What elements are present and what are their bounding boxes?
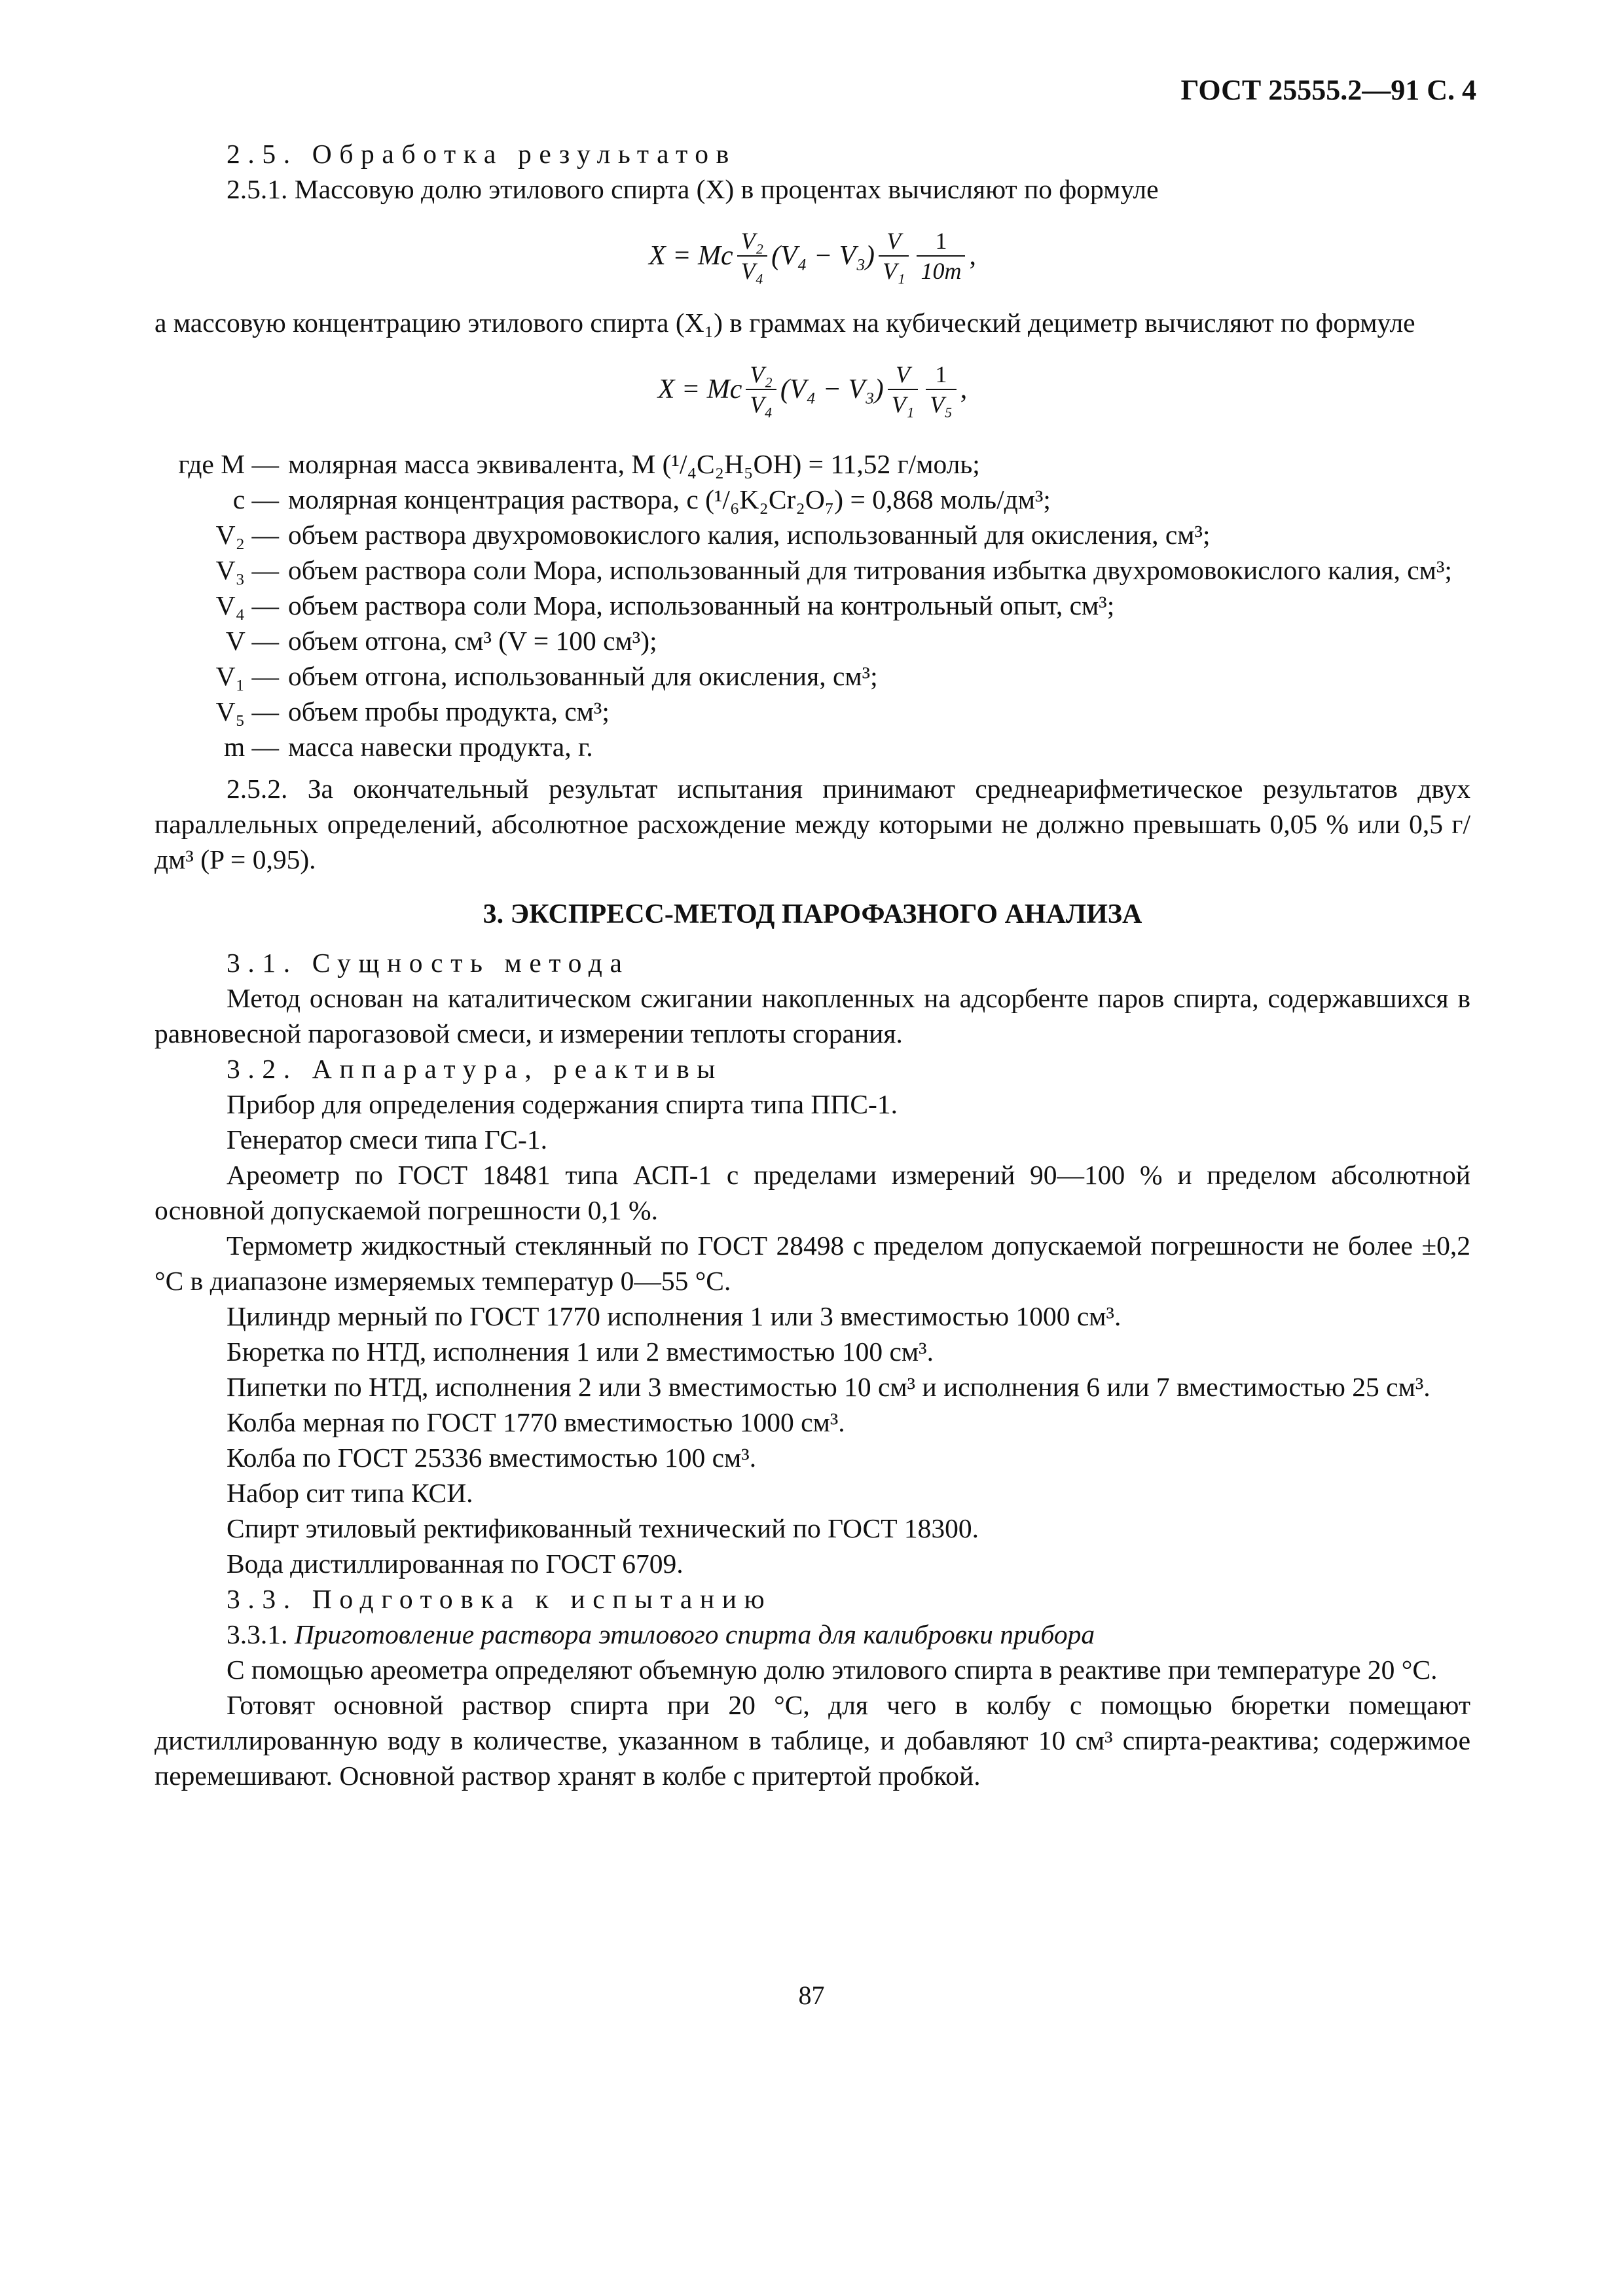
equipment-item: Прибор для определения содержания спирта типа ППС-1. <box>227 1089 898 1119</box>
variable-symbol: c — <box>232 484 279 514</box>
equipment-item: Бюретка по НТД, исполнения 1 или 2 вместимостью 100 см³. <box>227 1336 934 1367</box>
fraction <box>746 360 776 419</box>
variable-description: объем раствора соли Мора, использованный на контрольный опыт, см³; <box>288 590 1115 620</box>
denominator: V₄ <box>737 255 768 285</box>
page-header: ГОСТ 25555.2—91 С. 4 <box>1180 74 1476 106</box>
page-number: 87 <box>798 1981 825 2010</box>
fraction <box>879 226 909 285</box>
variable-description: объем отгона, см³ (V = 100 см³); <box>288 626 657 656</box>
formula-lhs: X = Mc <box>657 374 742 404</box>
numerator: 1 <box>935 361 947 387</box>
section-heading-3-3 <box>155 1581 1470 1617</box>
formula-mass-fraction <box>155 207 1470 305</box>
equipment-item: Вода дистиллированная по ГОСТ 6709. <box>227 1549 684 1579</box>
equipment-item: Цилиндр мерный по ГОСТ 1770 исполнения 1 или 3 вместимостью 1000 см³. <box>227 1301 1122 1331</box>
equipment-item: Пипетки по НТД, исполнения 2 или 3 вместимостью 10 см³ и исполнения 6 или 7 вместимостью 25 см³. <box>227 1372 1431 1402</box>
heading-text: 2.5. Обработка результатов <box>227 139 737 169</box>
paragraph-2-5-1: 2.5.1. Массовую долю этилового спирта (X) в процентах вычисляют по формуле <box>227 174 1159 204</box>
variable-description: объем пробы продукта, см³; <box>288 696 610 726</box>
numerator: V <box>895 361 910 387</box>
variable-description: молярная масса эквивалента, M (¹/₄C₂H₅OH) = 11,52 г/моль; <box>288 449 980 479</box>
variable-row <box>155 517 1470 552</box>
equipment-item: Термометр жидкостный стеклянный по ГОСТ 28498 с пределом допускаемой погрешности не более ±0,2 °С в диапазоне измеряемых температур 0—55 °С. <box>155 1230 1470 1296</box>
section-heading-3-2 <box>155 1051 1470 1086</box>
equipment-item: Генератор смеси типа ГС-1. <box>227 1124 547 1155</box>
numerator: V₂ <box>740 228 764 254</box>
formula-paren: (V₄ − V₃) <box>780 374 884 404</box>
fraction <box>888 360 919 419</box>
variable-row <box>155 552 1470 588</box>
variable-row <box>155 729 1470 764</box>
variable-symbol: V₂ — <box>215 520 279 550</box>
heading-text: 3.1. Сущность метода <box>227 948 630 978</box>
denominator: V₁ <box>888 389 919 419</box>
variable-symbol: V₄ — <box>215 590 279 620</box>
denominator: V₁ <box>879 255 909 285</box>
formula-mass-concentration <box>155 340 1470 439</box>
paragraph-3-3-1-b: Готовят основной раствор спирта при 20 °С, для чего в колбу с помощью бюретки помещают дистиллированную воду в количестве, указанном в таблице, и добавляют 10 см³ спирта-реактива; содержимое перемешивают. Основной раствор хранят в колбе с притертой пробкой. <box>155 1690 1470 1791</box>
document-body <box>155 136 1470 1793</box>
heading-title: Приготовление раствора этилового спирта для калибровки прибора <box>294 1619 1095 1649</box>
section-heading-3-1 <box>155 945 1470 980</box>
fraction <box>917 226 965 285</box>
variable-symbol: V — <box>225 626 279 656</box>
denominator: 10m <box>917 255 965 285</box>
section-heading-3-3-1 <box>155 1617 1470 1652</box>
variable-symbol: m — <box>223 732 279 762</box>
variable-row <box>155 482 1470 517</box>
formula-tail: , <box>960 374 968 404</box>
variable-symbol: где M — <box>178 449 279 479</box>
variable-row <box>155 658 1470 694</box>
heading-number: 3.3.1. <box>227 1619 288 1649</box>
variable-symbol: V₁ — <box>215 661 279 691</box>
section-heading-2-5 <box>155 136 1470 171</box>
equipment-item: Колба мерная по ГОСТ 1770 вместимостью 1000 см³. <box>227 1407 845 1437</box>
denominator: V₄ <box>746 389 776 419</box>
variable-symbol: V₃ — <box>215 555 279 585</box>
fraction <box>926 360 957 419</box>
variable-row <box>155 588 1470 623</box>
numerator: 1 <box>935 228 947 254</box>
formula-paren: (V₄ − V₃) <box>771 241 875 271</box>
numerator: V₂ <box>750 361 773 387</box>
equipment-item: Колба по ГОСТ 25336 вместимостью 100 см³. <box>227 1443 757 1473</box>
variable-description: объем раствора двухромовокислого калия, использованный для окисления, см³; <box>288 520 1211 550</box>
paragraph-3-1: Метод основан на каталитическом сжигании накопленных на адсорбенте паров спирта, содержавшихся в равновесной парогазовой смеси, и измерении теплоты сгорания. <box>155 983 1470 1049</box>
variable-description: объем отгона, использованный для окисления, см³; <box>288 661 878 691</box>
variable-definitions <box>155 446 1470 764</box>
variable-description: масса навески продукта, г. <box>288 732 593 762</box>
heading-text: 3.3. Подготовка к испытанию <box>227 1584 773 1614</box>
variable-row <box>155 694 1470 729</box>
section-title-3: 3. ЭКСПРЕСС-МЕТОД ПАРОФАЗНОГО АНАЛИЗА <box>483 899 1142 929</box>
numerator: V <box>886 228 902 254</box>
variable-description: молярная концентрация раствора, c (¹/₆K₂Cr₂O₇) = 0,868 моль/дм³; <box>288 484 1051 514</box>
formula-tail: , <box>969 241 976 271</box>
equipment-item: Набор сит типа КСИ. <box>227 1478 473 1508</box>
variable-symbol: V₅ — <box>215 696 279 726</box>
denominator: V₅ <box>926 389 957 419</box>
paragraph-2-5-2: 2.5.2. За окончательный результат испытания принимают среднеарифметическое результатов двух параллельных определений, абсолютное расхождение между которыми не должно превышать 0,05 % или 0,5 г/дм³ (P = 0,95). <box>155 774 1470 874</box>
equipment-item: Спирт этиловый ректификованный технический по ГОСТ 18300. <box>227 1513 979 1543</box>
variable-row <box>155 446 1470 482</box>
paragraph-mass-concentration: а массовую концентрацию этилового спирта (X₁) в граммах на кубический дециметр вычисляют по формуле <box>155 308 1415 338</box>
fraction <box>737 226 768 285</box>
paragraph-3-3-1-a: С помощью ареометра определяют объемную долю этилового спирта в реактиве при температуре 20 °С. <box>227 1655 1438 1685</box>
variable-description: объем раствора соли Мора, использованный для титрования избытка двухромовокислого калия, см³; <box>288 555 1452 585</box>
formula-lhs: X = Mc <box>649 241 733 271</box>
heading-text: 3.2. Аппаратура, реактивы <box>227 1054 723 1084</box>
equipment-item: Ареометр по ГОСТ 18481 типа АСП-1 с пределами измерений 90—100 % и пределом абсолютной основной допускаемой погрешности 0,1 %. <box>155 1160 1470 1225</box>
variable-row <box>155 623 1470 658</box>
